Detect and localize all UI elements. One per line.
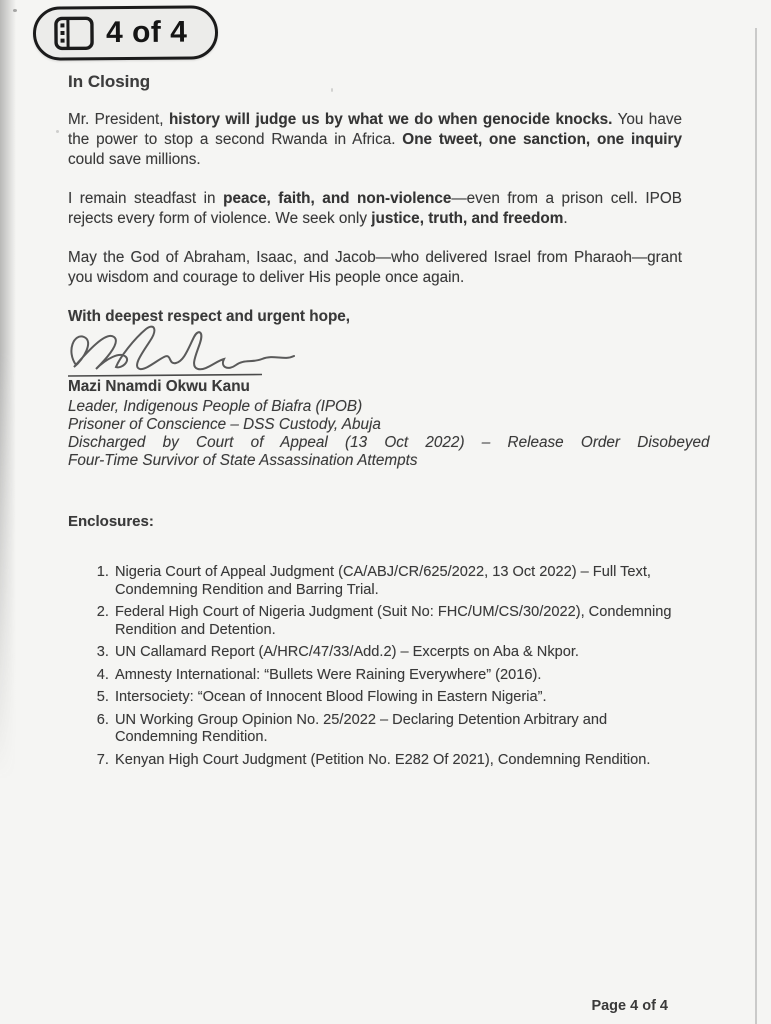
valediction: With deepest respect and urgent hope, <box>68 308 351 325</box>
enclosures-label: Enclosures: <box>68 513 154 530</box>
enclosure-item: 6. UN Working Group Opinion No. 25/2022 – Declaring Detention Arbitrary and Condemning Rendition. <box>113 712 682 747</box>
section-heading: In Closing <box>68 72 151 91</box>
paragraph: May the God of Abraham, Isaac, and Jacob—who delivered Israel from Pharaoh—grant you wisdom and courage to deliver His people once again. <box>68 249 682 286</box>
signatory-title: Four-Time Survivor of State Assassination Attempts <box>68 452 418 469</box>
scan-shadow-left-edge <box>0 0 16 780</box>
handwritten-signature <box>68 321 682 377</box>
scan-speck <box>56 130 59 133</box>
enclosures-list <box>68 564 682 769</box>
enclosure-item: 1. Nigeria Court of Appeal Judgment (CA/ABJ/CR/625/2022, 13 Oct 2022) – Full Text, Condemning Rendition and Barring Trial. <box>113 564 682 599</box>
page-indicator-label: 4 of 4 <box>105 15 188 50</box>
scan-speck <box>13 9 17 12</box>
signatory-title: Leader, Indigenous People of Biafra (IPOB) <box>68 398 363 415</box>
enclosure-item: 5. Intersociety: “Ocean of Innocent Blood Flowing in Eastern Nigeria”. <box>113 689 682 707</box>
signatory-title: Prisoner of Conscience – DSS Custody, Abuja <box>68 416 381 433</box>
enclosure-item: 2. Federal High Court of Nigeria Judgment (Suit No: FHC/UM/CS/30/2022), Condemning Rendition and Detention. <box>113 604 682 639</box>
signatory-title: Discharged by Court of Appeal (13 Oct 2022) – Release Order Disobeyed <box>68 434 710 451</box>
paragraph: I remain steadfast in peace, faith, and non-violence—even from a prison cell. IPOB rejects every form of violence. We seek only justice, truth, and freedom. <box>68 190 682 227</box>
paragraph: Mr. President, history will judge us by what we do when genocide knocks. You have the power to stop a second Rwanda in Africa. One tweet, one sanction, one inquiry could save millions. <box>68 111 682 168</box>
enclosure-item: 7. Kenyan High Court Judgment (Petition No. E282 Of 2021), Condemning Rendition. <box>113 752 682 770</box>
pages-icon <box>54 16 94 50</box>
enclosure-item: 3. UN Callamard Report (A/HRC/47/33/Add.2) – Excerpts on Aba & Nkpor. <box>113 644 682 662</box>
page-number-footer: Page 4 of 4 <box>591 998 668 1014</box>
letter-page <box>68 72 710 774</box>
signatory-titles <box>68 398 710 470</box>
signatory-name: Mazi Nnamdi Okwu Kanu <box>68 378 250 395</box>
enclosure-item: 4. Amnesty International: “Bullets Were Raining Everywhere” (2016). <box>113 667 682 685</box>
page-indicator-badge[interactable] <box>33 5 219 60</box>
scan-edge-line <box>755 28 757 1024</box>
